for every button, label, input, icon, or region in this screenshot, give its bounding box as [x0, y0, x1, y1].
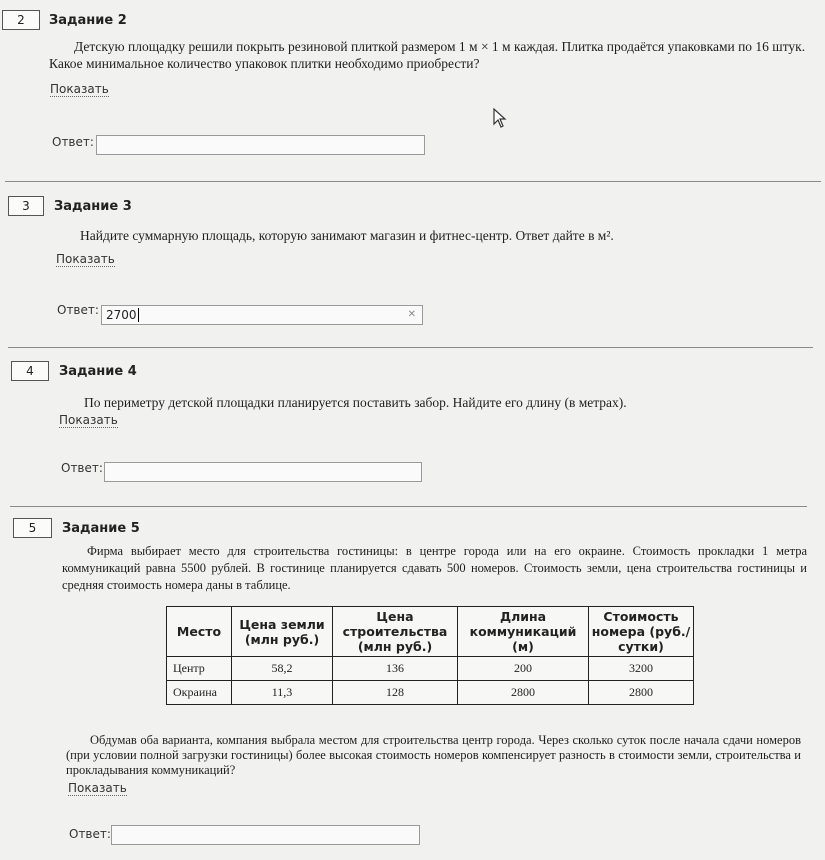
- clear-icon[interactable]: ✕: [407, 309, 416, 320]
- table-cell: Окраина: [167, 681, 232, 705]
- answer-input[interactable]: [101, 305, 423, 325]
- column-header: Цена строительства (млн руб.): [333, 607, 458, 657]
- task-text: Найдите суммарную площадь, которую занимают магазин и фитнес-центр. Ответ дайте в м².: [80, 228, 614, 243]
- task-number: 4: [11, 361, 49, 381]
- show-answer-link[interactable]: Показать: [68, 781, 127, 795]
- data-table: [166, 606, 694, 705]
- task-number: 5: [13, 518, 52, 538]
- task-number: 3: [8, 196, 44, 216]
- table-cell: 136: [333, 657, 458, 681]
- table-cell: 128: [333, 681, 458, 705]
- column-header: Цена земли (млн руб.): [232, 607, 333, 657]
- answer-input[interactable]: [96, 135, 425, 155]
- task-text: Детскую площадку решили покрыть резиновой плиткой размером 1 м × 1 м каждая. Плитка продаётся упаковками по 16 штук. Какое минимальное количество упаковок плитки необходимо приобрести?: [49, 39, 806, 71]
- show-answer-link[interactable]: Показать: [56, 252, 115, 266]
- divider: [8, 347, 813, 348]
- column-header: Длина коммуникаций (м): [458, 607, 589, 657]
- task-text: По периметру детской площадки планируется поставить забор. Найдите его длину (в метрах).: [84, 395, 627, 410]
- answer-value: 2700: [106, 308, 137, 322]
- table-cell: 200: [458, 657, 589, 681]
- column-header: Место: [167, 607, 232, 657]
- table-cell: 3200: [589, 657, 694, 681]
- answer-label: Ответ:: [57, 303, 99, 317]
- divider: [5, 181, 821, 182]
- table-cell: 11,3: [232, 681, 333, 705]
- task-text: Фирма выбирает место для строительства гостиницы: в центре города или на его окраине. Стоимость прокладки 1 метра коммуникаций равна 5500 рублей. В гостинице планируется сдавать 500 номеров. Стоимость земли, цена строительства гостиницы и средняя стоимость номера даны в таблице.: [62, 544, 807, 592]
- show-answer-link[interactable]: Показать: [50, 82, 109, 96]
- column-header: Стоимость номера (руб./сутки): [589, 607, 694, 657]
- table-cell: 2800: [589, 681, 694, 705]
- answer-input[interactable]: [111, 825, 420, 845]
- answer-label: Ответ:: [69, 827, 111, 841]
- answer-label: Ответ:: [52, 135, 94, 149]
- show-answer-link[interactable]: Показать: [59, 413, 118, 427]
- table-cell: Центр: [167, 657, 232, 681]
- table-row: [167, 681, 694, 705]
- table-cell: 2800: [458, 681, 589, 705]
- table-header-row: [167, 607, 694, 657]
- task-title: Задание 4: [59, 364, 137, 379]
- task-title: Задание 2: [49, 13, 127, 28]
- table-row: [167, 657, 694, 681]
- table-cell: 58,2: [232, 657, 333, 681]
- mouse-pointer-icon: [493, 108, 507, 128]
- divider: [10, 506, 807, 507]
- task-text-continued: Обдумав оба варианта, компания выбрала местом для строительства центр города. Через сколько суток после начала сдачи номеров (при условии полной загрузки гостиницы) более высокая стоимость номеров компенсирует разность в стоимости земли, строительства и прокладывания коммуникаций?: [66, 733, 801, 777]
- task-number: 2: [2, 10, 40, 30]
- answer-input[interactable]: [104, 462, 422, 482]
- answer-label: Ответ:: [61, 461, 103, 475]
- task-title: Задание 3: [54, 199, 132, 214]
- task-title: Задание 5: [62, 521, 140, 536]
